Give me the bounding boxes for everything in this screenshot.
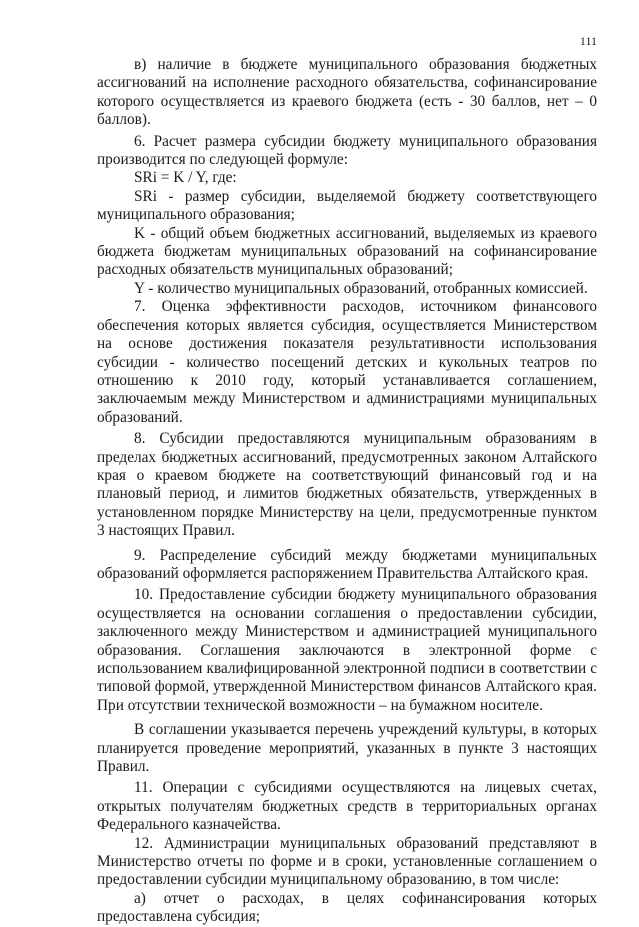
paragraph-10-note: В соглашении указывается перечень учреждений культуры, в которых планируется проведение мероприятий, указанных в пункте 3 настоящих Правил. xyxy=(97,721,597,776)
formula-line: SRi = K / Y, где: xyxy=(134,169,237,187)
paragraph-9: 9. Распределение субсидий между бюджетами муниципальных образований оформляется распоряжением Правительства Алтайского края. xyxy=(97,546,597,582)
paragraph-8: 8. Субсидии предоставляются муниципальным образованиям в пределах бюджетных ассигнований, предусмотренных законом Алтайского края о краевом бюджете на соответствующий финансовый год и на плановый период, и лимитов бюджетных обязательств, утвержденных в установленном порядке Министерству на цели, предусмотренные пунктом 3 настоящих Правил. xyxy=(97,430,597,540)
paragraph-7: 7. Оценка эффективности расходов, источником финансового обеспечения которых является субсидия, осуществляется Министерством на основе достижения показателя результативности использования субсидии - количество посещений детских и кукольных театров по отношению к 2010 году, который устанавливается соглашением, заключаемым между Министерством и администрациями муниципальных образований. xyxy=(97,298,597,426)
formula-k-definition: K - общий объем бюджетных ассигнований, выделяемых из краевого бюджета бюджетам муниципальных образований на софинансирование расходных обязательств муниципальных образований; xyxy=(97,224,597,279)
document-body xyxy=(97,56,597,927)
paragraph-12a: а) отчет о расходах, в целях софинансирования которых предоставлена субсидия; xyxy=(97,889,597,926)
paragraph-6: 6. Расчет размера субсидии бюджету муниципального образования производится по следующей формуле: xyxy=(97,132,597,169)
formula-sri-definition: SRi - размер субсидии, выделяемой бюджету соответствующего муниципального образования; xyxy=(97,187,597,224)
page-number: 111 xyxy=(579,34,597,48)
paragraph-11: 11. Операции с субсидиями осуществляются на лицевых счетах, открытых получателям бюджетных средств в территориальных органах Федерального казначейства. xyxy=(97,779,597,834)
paragraph-3v: в) наличие в бюджете муниципального образования бюджетных ассигнований на исполнение расходного обязательства, софинансирование которого осуществляется из краевого бюджета (есть - 30 баллов, нет – 0 баллов). xyxy=(97,56,597,129)
paragraph-10: 10. Предоставление субсидии бюджету муниципального образования осуществляется на основании соглашения о предоставлении субсидии, заключенного между Министерством и администрацией муниципального образования. Соглашения заключаются в электронной форме с использованием квалифицированной электронной подписи в соответствии с типовой формой, утвержденной Министерством финансов Алтайского края. При отсутствии технической возможности – на бумажном носителе. xyxy=(97,586,597,714)
formula-y-definition: Y - количество муниципальных образований, отобранных комиссией. xyxy=(134,279,588,297)
paragraph-12: 12. Администрации муниципальных образований представляют в Министерство отчеты по форме и в сроки, установленные соглашением о предоставлении субсидии муниципальному образованию, в том числе: xyxy=(97,834,597,889)
